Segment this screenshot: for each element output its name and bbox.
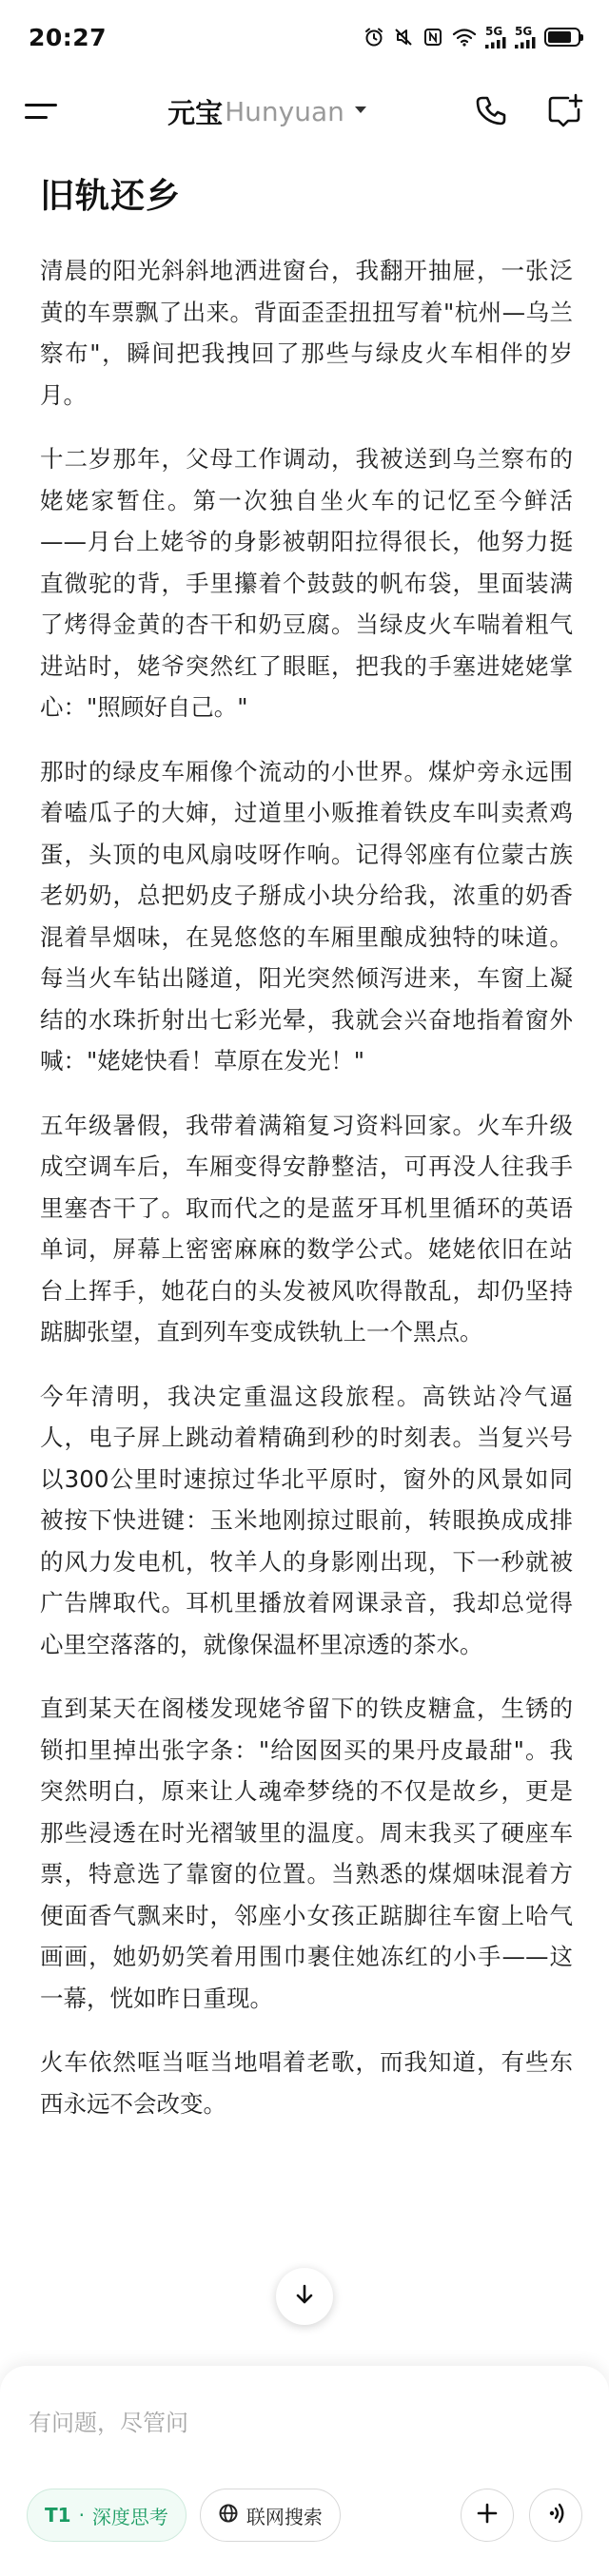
status-time: 20:27 xyxy=(29,23,108,51)
voice-icon xyxy=(543,2501,568,2529)
chevron-down-icon xyxy=(354,104,367,119)
web-search-button[interactable] xyxy=(200,2489,341,2542)
battery-icon xyxy=(544,28,580,47)
scroll-to-bottom-button[interactable] xyxy=(276,2268,333,2325)
deep-think-icon: T1 xyxy=(45,2504,71,2527)
article-paragraph: 清晨的阳光斜斜地洒进窗台，我翻开抽屉，一张泛黄的车票飘了出来。背面歪歪扭扭写着"杭州—乌兰察布"，瞬间把我拽回了那些与绿皮火车相伴的岁月。 xyxy=(40,257,573,409)
app-header xyxy=(0,74,609,148)
article-paragraph: 今年清明，我决定重温这段旅程。高铁站冷气逼人，电子屏上跳动着精确到秒的时刻表。当复兴号以300公里时速掠过华北平原时，窗外的风景如同被按下快进键：玉米地刚掠过眼前，转眼换成成排的风力发电机，牧羊人的身影刚出现，下一秒就被广告牌取代。耳机里播放着网课录音，我却总觉得心里空落落的，就像保温杯里凉透的茶水。 xyxy=(40,1382,573,1658)
article-paragraph: 十二岁那年，父母工作调动，我被送到乌兰察布的姥姥家暂住。第一次独自坐火车的记忆至今鲜活——月台上姥爷的身影被朝阳拉得很长，他努力挺直微驼的背，手里攥着个鼓鼓的帆布袋，里面装满了烤得金黄的杏干和奶豆腐。当绿皮火车喘着粗气进站时，姥爷突然红了眼眶，把我的手塞进姥姥掌心："照顾好自己。" xyxy=(40,445,573,721)
alarm-icon xyxy=(363,27,384,48)
chat-response xyxy=(40,160,573,2147)
composer-panel xyxy=(0,2366,609,2576)
composer-toolbar xyxy=(27,2488,582,2543)
mute-icon xyxy=(393,27,414,48)
app-title-en: Hunyuan xyxy=(225,95,344,127)
signal-5g-icon xyxy=(485,26,506,48)
wifi-icon xyxy=(452,27,477,48)
menu-icon[interactable] xyxy=(23,90,65,132)
deep-think-separator: · xyxy=(78,2504,85,2527)
signal-label: 5G xyxy=(515,25,533,38)
model-selector[interactable] xyxy=(167,92,367,131)
deep-think-button[interactable] xyxy=(27,2489,187,2542)
phone-icon[interactable] xyxy=(470,90,512,132)
web-search-label: 联网搜索 xyxy=(246,2505,323,2528)
globe-icon xyxy=(218,2503,239,2528)
article-title: 旧轨还乡 xyxy=(40,177,182,216)
plus-icon xyxy=(476,2502,499,2528)
new-chat-icon[interactable] xyxy=(544,90,586,132)
article-paragraph: 直到某天在阁楼发现姥爷留下的铁皮糖盒，生锈的锁扣里掉出张字条："给囡囡买的果丹皮最甜"。我突然明白，原来让人魂牵梦绕的不仅是故乡，更是那些浸透在时光褶皱里的温度。周末我买了硬座车票，特意选了靠窗的位置。当熟悉的煤烟味混着方便面香气飘来时，邻座小女孩正踮脚往车窗上哈气画画，她奶奶笑着用围巾裹住她冻红的小手——这一幕，恍如昨日重现。 xyxy=(40,1695,573,2012)
message-input[interactable]: 有问题，尽管问 xyxy=(29,2410,188,2436)
header-actions xyxy=(470,90,586,132)
status-icons xyxy=(363,26,580,48)
article-paragraph: 火车依然哐当哐当地唱着老歌，而我知道，有些东西永远不会改变。 xyxy=(40,2048,573,2118)
signal-label: 5G xyxy=(485,25,503,38)
status-bar xyxy=(0,0,609,74)
article-paragraph: 五年级暑假，我带着满箱复习资料回家。火车升级成空调车后，车厢变得安静整洁，可再没人往我手里塞杏干了。取而代之的是蓝牙耳机里循环的英语单词，屏幕上密密麻麻的数学公式。姥姥依旧在站台上挥手，她花白的头发被风吹得散乱，却仍坚持踮脚张望，直到列车变成铁轨上一个黑点。 xyxy=(40,1111,573,1346)
deep-think-label: 深度思考 xyxy=(91,2505,168,2528)
battery-level xyxy=(548,31,571,43)
nfc-icon xyxy=(422,27,443,48)
article-paragraph: 那时的绿皮车厢像个流动的小世界。煤炉旁永远围着嗑瓜子的大婶，过道里小贩推着铁皮车叫卖煮鸡蛋，头顶的电风扇吱呀作响。记得邻座有位蒙古族老奶奶，总把奶皮子掰成小块分给我，浓重的奶香混着旱烟味，在晃悠悠的车厢里酿成独特的味道。每当火车钻出隧道，阳光突然倾泻进来，车窗上凝结的水珠折射出七彩光晕，我就会兴奋地指着窗外喊："姥姥快看！草原在发光！" xyxy=(40,757,573,1075)
signal-5g-icon xyxy=(515,26,536,48)
plus-button[interactable] xyxy=(461,2489,514,2542)
arrow-down-icon xyxy=(292,2282,317,2311)
app-title-cn: 元宝 xyxy=(167,96,224,129)
voice-input-button[interactable] xyxy=(529,2489,582,2542)
